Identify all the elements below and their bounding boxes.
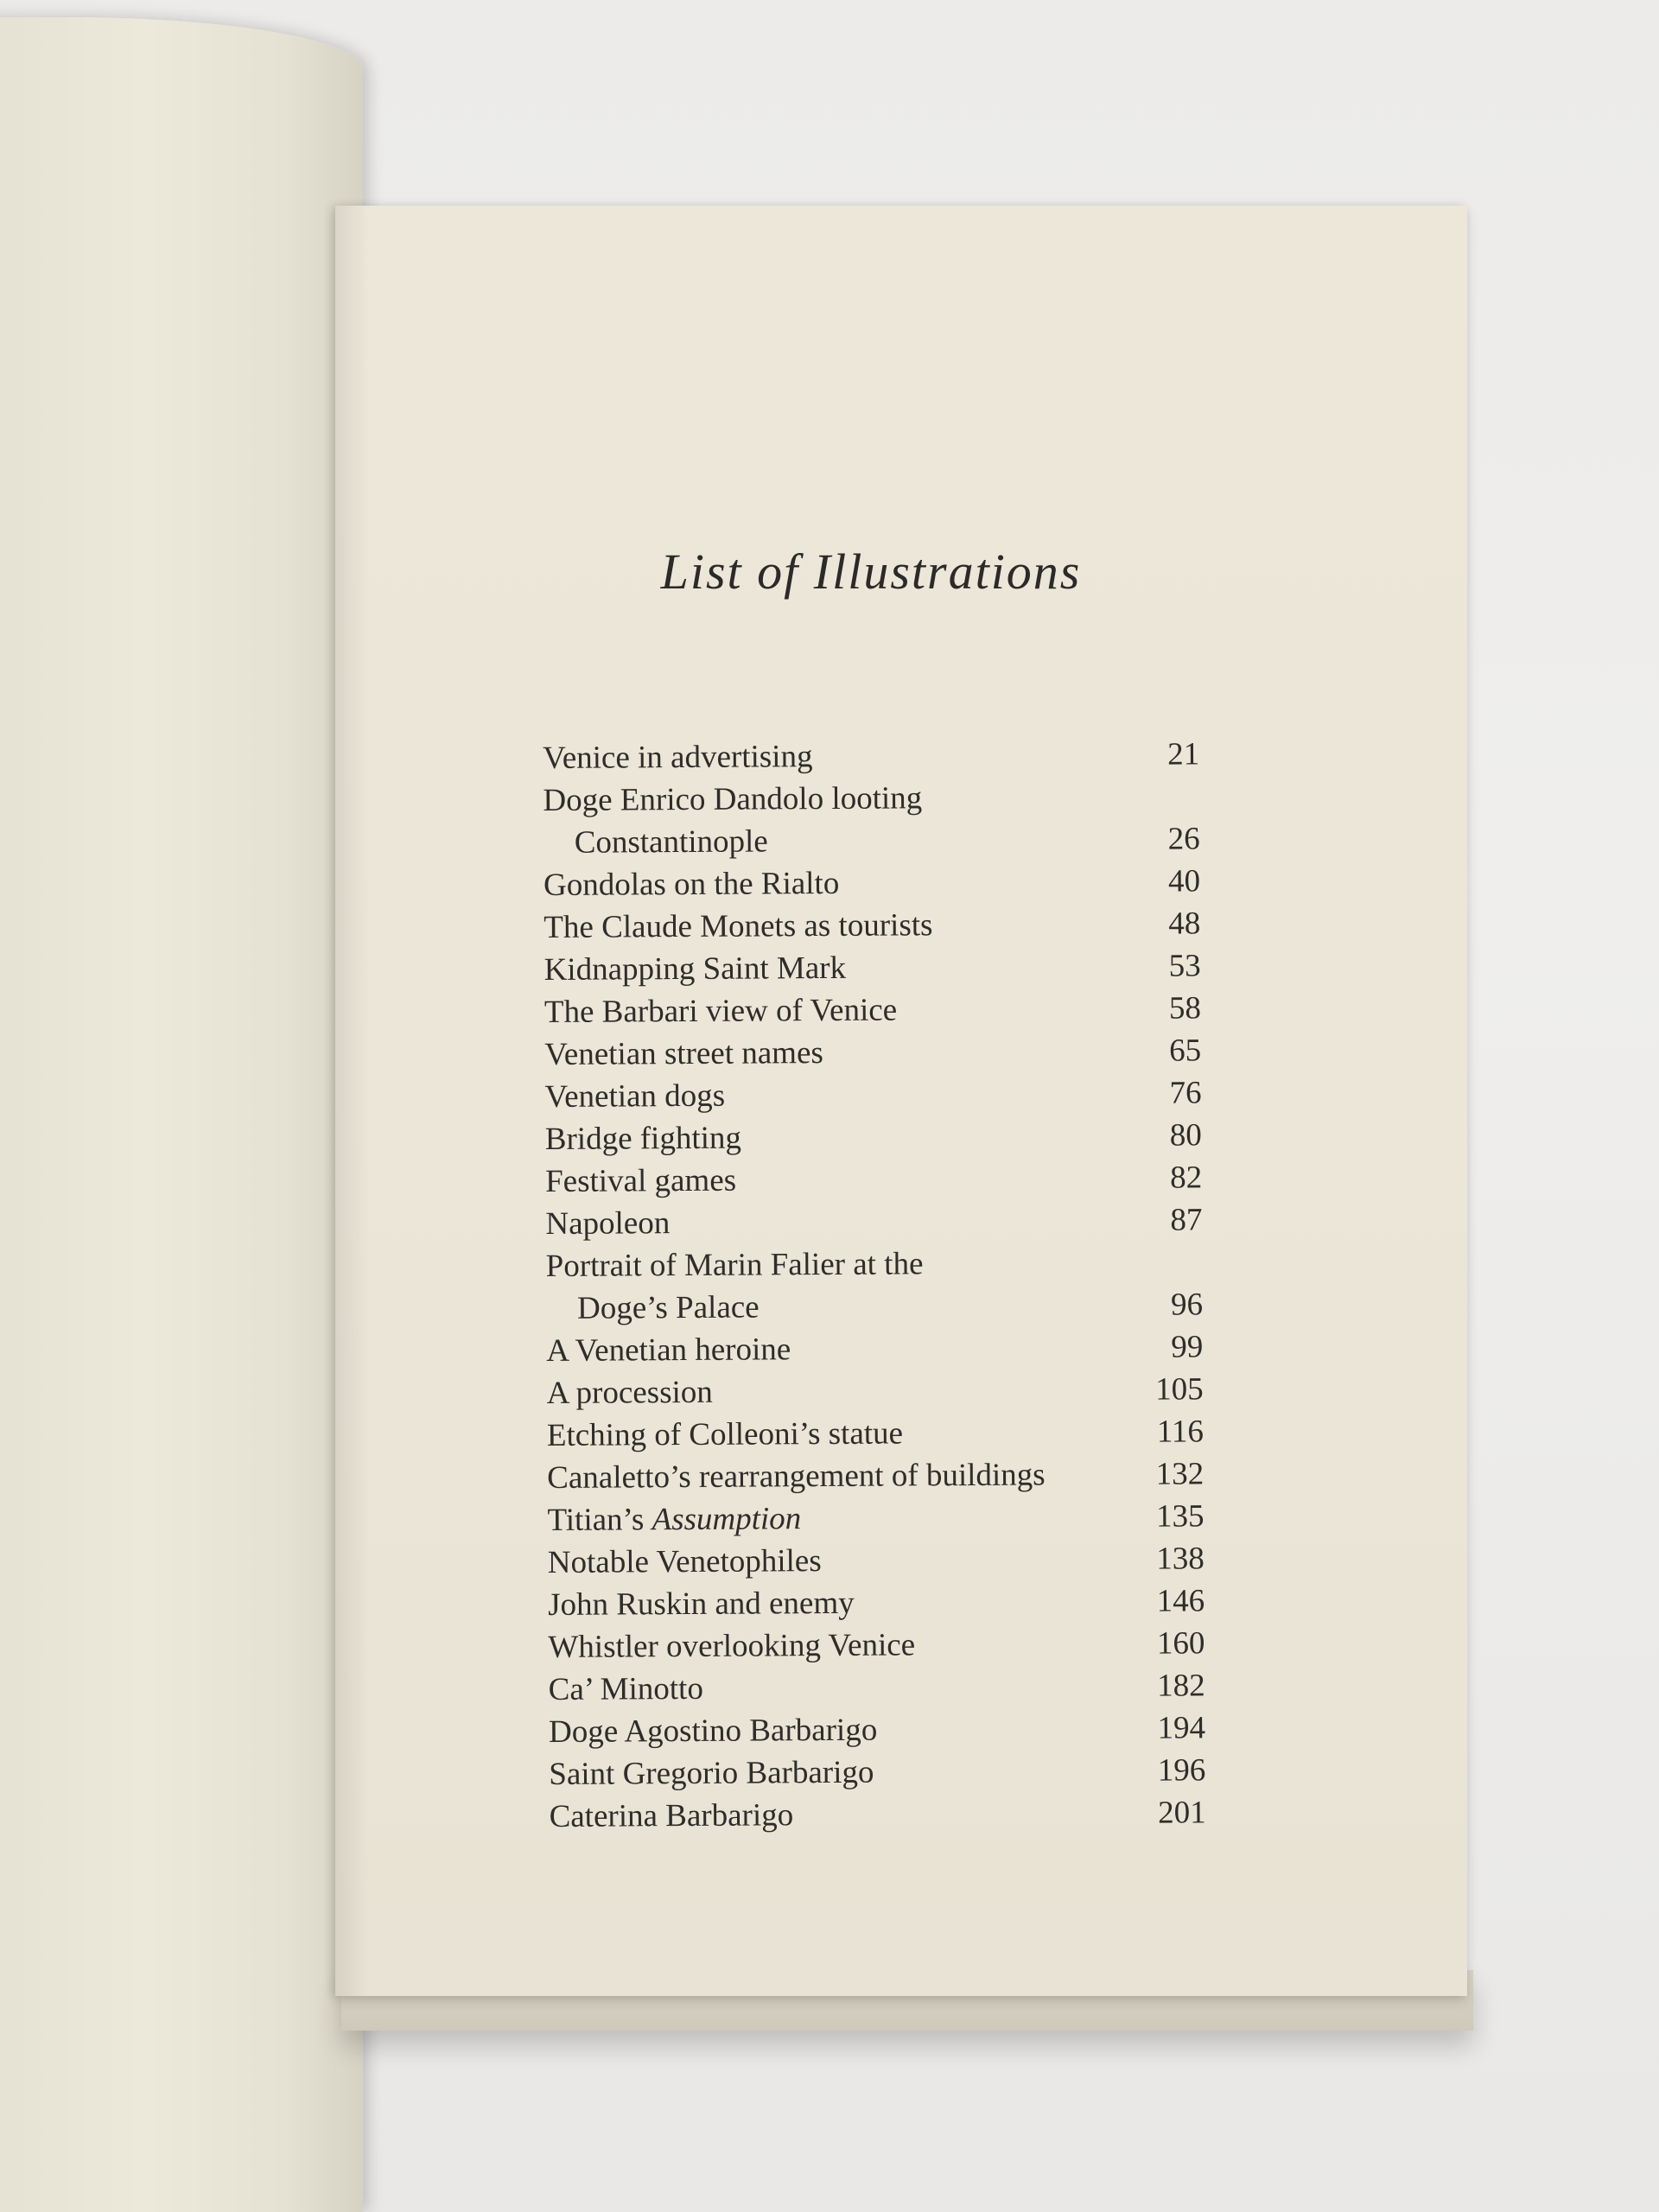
item-page: 146 bbox=[1156, 1583, 1205, 1619]
item-label: Venetian dogs bbox=[544, 1077, 726, 1115]
list-item bbox=[545, 1156, 1202, 1203]
item-page: 58 bbox=[1168, 990, 1202, 1027]
list-item bbox=[543, 860, 1200, 906]
list-item bbox=[548, 1580, 1205, 1626]
item-label: John Ruskin and enemy bbox=[548, 1585, 855, 1623]
list-item bbox=[547, 1495, 1204, 1541]
item-page: 116 bbox=[1156, 1414, 1205, 1450]
list-item bbox=[547, 1452, 1204, 1499]
item-label: A Venetian heroine bbox=[546, 1332, 791, 1369]
list-item bbox=[543, 902, 1200, 949]
page-title: List of Illustrations bbox=[660, 543, 1082, 600]
item-page: 76 bbox=[1169, 1075, 1202, 1111]
list-item bbox=[545, 1114, 1202, 1160]
illustrations-list bbox=[543, 733, 1206, 1838]
item-label: Bridge fighting bbox=[544, 1120, 742, 1157]
item-label-plain: Titian’s bbox=[547, 1502, 652, 1538]
item-page: 160 bbox=[1156, 1625, 1205, 1662]
item-label: Festival games bbox=[545, 1162, 737, 1199]
list-item bbox=[543, 733, 1199, 779]
list-item bbox=[545, 1198, 1202, 1245]
list-item bbox=[546, 1241, 1204, 1330]
list-item bbox=[543, 775, 1200, 864]
left-page bbox=[0, 17, 363, 2212]
item-label: Saint Gregorio Barbarigo bbox=[549, 1754, 874, 1792]
item-label: Kidnapping Saint Mark bbox=[543, 950, 847, 988]
item-label: Gondolas on the Rialto bbox=[543, 865, 840, 903]
list-item bbox=[546, 1368, 1203, 1414]
item-label: Canaletto’s rearrangement of buildings bbox=[547, 1457, 1046, 1496]
item-page: 201 bbox=[1157, 1795, 1206, 1831]
right-page bbox=[335, 206, 1467, 1996]
item-page: 138 bbox=[1156, 1541, 1205, 1577]
list-item bbox=[549, 1749, 1205, 1796]
gutter-shadow bbox=[335, 206, 370, 1996]
item-page: 99 bbox=[1171, 1329, 1204, 1365]
item-page: 135 bbox=[1155, 1498, 1205, 1535]
item-label: Caterina Barbarigo bbox=[549, 1797, 794, 1834]
list-item bbox=[547, 1410, 1204, 1457]
list-item bbox=[543, 944, 1200, 991]
item-page: 132 bbox=[1155, 1456, 1205, 1492]
item-page: 87 bbox=[1170, 1202, 1203, 1238]
item-label: Doge Agostino Barbarigo bbox=[548, 1712, 878, 1750]
item-label: Napoleon bbox=[545, 1205, 671, 1242]
item-page: 53 bbox=[1168, 948, 1201, 984]
list-item bbox=[548, 1622, 1205, 1669]
item-label-italic: Assumption bbox=[652, 1501, 802, 1538]
item-label: A procession bbox=[546, 1374, 713, 1411]
item-label: Venice in advertising bbox=[543, 739, 813, 776]
item-page: 194 bbox=[1157, 1710, 1206, 1746]
list-item bbox=[549, 1707, 1205, 1753]
list-item bbox=[544, 1029, 1201, 1076]
list-item bbox=[548, 1537, 1205, 1584]
item-label: Ca’ Minotto bbox=[548, 1670, 704, 1707]
item-page: 80 bbox=[1169, 1117, 1202, 1154]
item-label: Whistler overlooking Venice bbox=[548, 1627, 916, 1665]
item-label bbox=[547, 1495, 1204, 1541]
item-label: Portrait of Marin Falier at the bbox=[545, 1246, 924, 1284]
list-item bbox=[549, 1791, 1205, 1838]
item-label: Etching of Colleoni’s statue bbox=[546, 1415, 904, 1453]
item-page: 40 bbox=[1167, 863, 1201, 899]
list-item bbox=[544, 987, 1201, 1033]
item-page: 65 bbox=[1169, 1033, 1202, 1069]
item-page: 96 bbox=[1170, 1287, 1204, 1323]
item-label: The Barbari view of Venice bbox=[543, 992, 898, 1030]
item-label: Venetian street names bbox=[544, 1035, 823, 1072]
item-label: Doge Enrico Dandolo looting bbox=[543, 780, 923, 818]
item-page: 196 bbox=[1157, 1752, 1206, 1789]
item-page: 26 bbox=[1167, 821, 1200, 857]
item-page: 82 bbox=[1170, 1160, 1203, 1196]
list-item bbox=[546, 1325, 1203, 1372]
list-item bbox=[544, 1071, 1201, 1118]
item-page: 48 bbox=[1168, 906, 1201, 942]
item-page: 21 bbox=[1167, 736, 1200, 772]
item-page: 105 bbox=[1155, 1371, 1204, 1408]
item-label: The Claude Monets as tourists bbox=[543, 907, 933, 945]
item-page: 182 bbox=[1157, 1668, 1205, 1704]
item-label-continued: Constantinople bbox=[574, 823, 768, 861]
list-item bbox=[549, 1664, 1205, 1711]
item-label: Notable Venetophiles bbox=[547, 1543, 822, 1580]
item-label-continued: Doge’s Palace bbox=[576, 1289, 760, 1326]
